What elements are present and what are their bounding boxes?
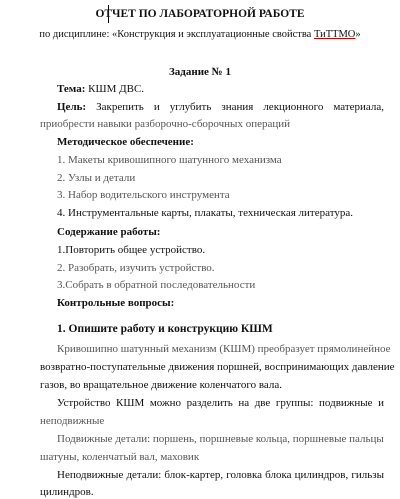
paragraph-1-line-2: возвратно-поступательные движения поршней, воспринимающих давление [40, 361, 395, 373]
paragraph-3-line-2: шатуны, коленчатый вал, маховик [40, 451, 200, 463]
discipline-prefix: по дисциплине: «Конструкция и эксплуатационные свойства [39, 29, 314, 40]
paragraph-1-line-1: Кривошипно шатунный механизм (КШМ) преобразует прямолинейное [57, 343, 391, 355]
paragraph-4-line-1: Неподвижные детали: блок-картер, головка блока цилиндров, гильзы [57, 469, 384, 481]
discipline-abbr: ТиТТМО [313, 29, 356, 40]
topic-line [57, 83, 400, 96]
topic-value: КШМ ДВС. [88, 83, 145, 95]
paragraph-3-line-1: Подвижные детали: поршень, поршневые кольца, поршневые пальцы [57, 433, 384, 445]
report-title: ОТЧЕТ ПО ЛАБОРАТОРНОЙ РАБОТЕ [95, 8, 305, 20]
goal-line-2: приобрести навыки разборочно-сборочных операций [40, 118, 291, 130]
methodical-item: 2. Узлы и детали [57, 172, 136, 184]
control-heading: Контрольные вопросы: [57, 297, 175, 309]
methodical-heading: Методическое обеспечение: [57, 136, 194, 148]
methodical-item: 4. Инструментальные карты, плакаты, техническая литература. [57, 207, 353, 219]
discipline-suffix: » [355, 29, 361, 40]
topic-label: Тема: [57, 83, 86, 95]
paragraph-2-line-1: Устройство КШМ можно разделить на две группы: подвижные и [57, 397, 384, 409]
methodical-item: 1. Макеты кривошипного шатунного механизма [57, 154, 282, 166]
discipline-line [0, 28, 400, 41]
paragraph-1-line-3: газов, во вращательное движение коленчатого вала. [40, 379, 282, 391]
work-item: 3.Собрать в обратной последовательности [57, 279, 256, 291]
goal-line-1 [57, 101, 384, 114]
methodical-item: 3. Набор водительского инструмента [57, 189, 230, 201]
question-1: 1. Опишите работу и конструкцию КШМ [57, 323, 273, 335]
goal-text-1: Закрепить и углубить знания лекционного материала, [96, 101, 384, 113]
task-heading: Задание № 1 [169, 66, 231, 78]
paragraph-2-line-2: неподвижные [40, 415, 105, 427]
goal-label: Цель: [57, 101, 87, 113]
paragraph-4-line-2: цилиндров. [40, 486, 94, 498]
work-item: 2. Разобрать, изучить устройство. [57, 262, 215, 274]
work-item: 1.Повторить общее устройство. [57, 244, 206, 256]
work-heading: Содержание работы: [57, 226, 161, 238]
